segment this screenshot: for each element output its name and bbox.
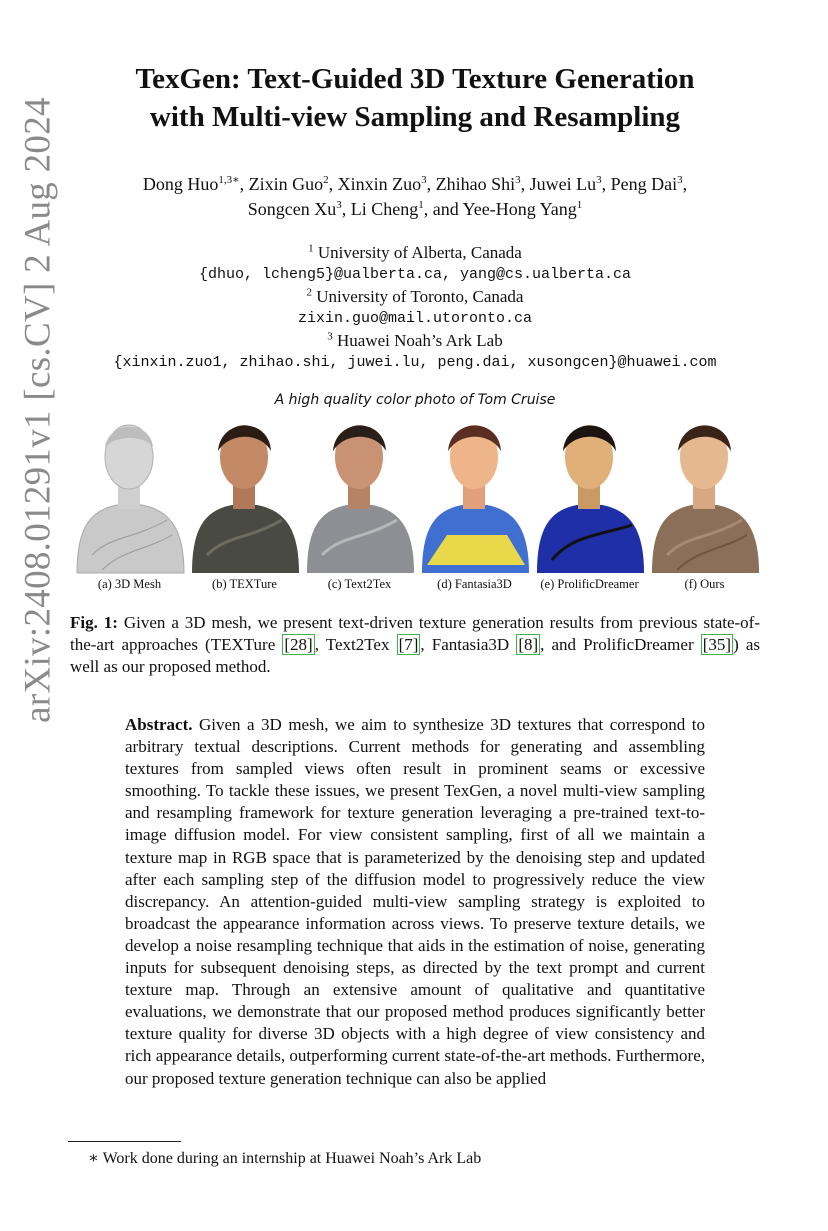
author-name: Peng Dai	[610, 174, 678, 194]
author-affil-sup: 3	[677, 174, 683, 186]
figure-prompt: A high quality color photo of Tom Cruise	[274, 392, 556, 408]
author-list	[70, 172, 760, 222]
citation-link[interactable]: [8]	[518, 635, 539, 654]
author-line-2: Songcen Xu$^3$, Li Cheng$^1$, and Yee-Hong Yang$^1$	[247, 199, 583, 219]
caption-prolificdreamer: (e) ProlificDreamer	[540, 577, 639, 591]
bust-image-texture	[187, 415, 302, 575]
affiliations	[60, 242, 770, 374]
author-name: Zhihao Shi	[435, 174, 516, 194]
paper-title	[70, 60, 760, 136]
author-name: Dong Huo	[142, 174, 219, 194]
author-affil-sup: 2	[323, 174, 329, 186]
title-line-2: with Multi-view Sampling and Resampling	[149, 101, 681, 133]
caption-text: Given a 3D mesh, we present text-driven texture generation results from previous state-of-the-art approaches (TEXTure	[70, 613, 760, 654]
caption-ours: (f) Ours	[684, 577, 725, 591]
author-name: Yee-Hong Yang	[462, 199, 577, 219]
author-line-1: Dong Huo$^{1,3∗}$, Zixin Guo$^2$, Xinxin Zuo$^3$, Zhihao Shi$^3$, Juwei Lu$^3$, Peng Dai$^3$,	[142, 174, 688, 194]
figure-panel-fantasia3d	[417, 415, 532, 595]
email-3: {xinxin.zuo1, zhihao.shi, juwei.lu, peng.dai, xusongcen}@huawei.com	[113, 354, 717, 371]
figure-1	[72, 415, 762, 595]
author-name: Xinxin Zuo	[337, 174, 422, 194]
bust-image-ours	[647, 415, 762, 575]
author-and: and	[432, 199, 459, 219]
email-1: {dhuo, lcheng5}@ualberta.ca, yang@cs.ualberta.ca	[198, 266, 632, 283]
arxiv-id-text: arXiv:2408.01291v1 [cs.CV] 2 Aug 2024	[17, 97, 59, 723]
affiliation-3: $^3$ Huawei Noah’s Ark Lab	[327, 330, 503, 350]
author-name: Juwei Lu	[529, 174, 597, 194]
bust-image-fantasia3d	[417, 415, 532, 575]
caption-text: , Text2Tex	[314, 635, 397, 654]
figure-panel-texture	[187, 415, 302, 595]
email-2: zixin.guo@mail.utoronto.ca	[297, 310, 533, 327]
footnote-rule	[68, 1141, 181, 1142]
author-affil-sup: 3	[596, 174, 602, 186]
author-name: Songcen Xu	[247, 199, 337, 219]
figure-panel-text2tex	[302, 415, 417, 595]
bust-image-text2tex	[302, 415, 417, 575]
author-affil-sup: 1	[418, 199, 424, 211]
bust-image-mesh	[72, 415, 187, 575]
caption-text: , and ProlificDreamer	[540, 635, 701, 654]
author-affil-sup: 3	[421, 174, 427, 186]
bust-image-prolificdreamer	[532, 415, 647, 575]
abstract	[125, 714, 705, 1090]
abstract-text: Given a 3D mesh, we aim to synthesize 3D textures that correspond to arbitrary textual descriptions. Current methods for generating and assembling textures from sampled views often result in prominent seams or excessive smoothing. To tackle these issues, we present TexGen, a novel multi-view sampling and resampling framework for texture generation leveraging a pre-trained text-to-image diffusion model. For view consistent sampling, first of all we maintain a texture map in RGB space that is parameterized by the denoising step and updated after each sampling step of the diffusion model to progressively reduce the view discrepancy. An attention-guided multi-view sampling strategy is exploited to broadcast the appearance information across views. To preserve texture details, we develop a noise resampling technique that aids in the estimation of noise, generating inputs for subsequent denoising steps, as directed by the text prompt and current texture map. Through an extensive amount of qualitative and quantitative evaluations, we demonstrate that our proposed method produces significantly better texture quality for diverse 3D objects with a high degree of view consistency and rich appearance details, outperforming current state-of-the-art methods. Furthermore, our proposed texture generation technique can also be applied	[125, 715, 705, 1088]
caption-fantasia3d: (d) Fantasia3D	[437, 577, 512, 591]
affiliation-2: $^2$ University of Toronto, Canada	[306, 286, 524, 306]
figure-caption	[70, 612, 760, 678]
caption-text2tex: (c) Text2Tex	[327, 577, 392, 591]
author-affil-sup: 1,3∗	[218, 174, 240, 186]
caption-mesh: (a) 3D Mesh	[97, 577, 162, 591]
figure-panel-mesh	[72, 415, 187, 595]
caption-text: , Fantasia3D	[420, 635, 517, 654]
author-name: Zixin Guo	[248, 174, 324, 194]
arxiv-identifier	[8, 60, 68, 760]
figure-label: Fig. 1:	[70, 613, 118, 632]
citation-link[interactable]: [28]	[284, 635, 313, 654]
author-name: Li Cheng	[350, 199, 419, 219]
citation-link[interactable]: [7]	[398, 635, 419, 654]
author-affil-sup: 1	[576, 199, 583, 211]
author-affil-sup: 3	[336, 199, 342, 211]
footnote: ∗ Work done during an internship at Huawei Noah’s Ark Lab	[88, 1150, 482, 1167]
figure-panel-prolificdreamer	[532, 415, 647, 595]
caption-texture: (b) TEXTure	[212, 577, 277, 591]
affiliation-1: $^1$ University of Alberta, Canada	[308, 242, 522, 262]
citation-link[interactable]: [35]	[702, 635, 732, 654]
caption-text: ) as well as our proposed method.	[70, 635, 760, 676]
title-line-1: TexGen: Text-Guided 3D Texture Generation	[135, 63, 695, 95]
abstract-label: Abstract.	[125, 715, 193, 734]
figure-panel-ours	[647, 415, 762, 595]
author-affil-sup: 3	[515, 174, 521, 186]
